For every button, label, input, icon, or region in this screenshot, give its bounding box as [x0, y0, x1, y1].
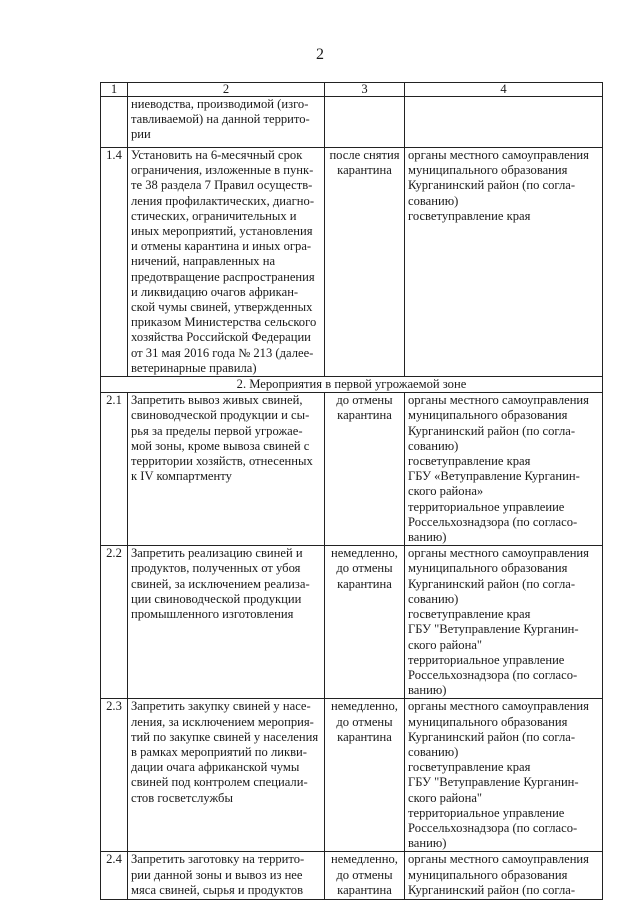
item-measure: Установить на 6-месячный срок ограничения, изложенные в пунк- те 38 раздела 7 Правил осуществ- ления профилактических, диагно- стических, ограничительных и иных мероприятий, установления и отмены карантина и иных огра- ничений, направленных на предотвращение распространения и ликвидацию очагов африкан- ской чумы свиней, утвержденных приказом Министерства сельского хозяйства Российской Федерации от 31 мая 2016 года № 213 (далее- ветеринарные правила)	[128, 148, 325, 377]
item-number: 2.1	[101, 393, 128, 546]
table-row	[101, 148, 603, 377]
item-responsible: органы местного самоуправления муниципального образования Курганинский район (по согла- сованию) госветуправление края ГБУ «Ветуправление Курганин- ского района» территориальное управлеиие Россельхознадзора (по согласо- ванию)	[405, 393, 603, 546]
column-number-4: 4	[405, 83, 603, 97]
section-heading-row	[101, 377, 603, 393]
item-number: 2.2	[101, 546, 128, 699]
table-header-row	[101, 83, 603, 97]
item-measure: Запретить вывоз живых свиней, свиноводческой продукции и сы- рья за пределы первой угрожае- мой зоны, кроме вывоза свиней с территории хозяйств, отнесенных к IV компартменту	[128, 393, 325, 546]
item-deadline	[325, 97, 405, 148]
item-responsible	[405, 97, 603, 148]
item-measure: Запретить реализацию свиней и продуктов, полученных от убоя свиней, за исключением реализа- ции свиноводческой продукции промышленного изготовления	[128, 546, 325, 699]
item-deadline: немедленно, до отмены карантина	[325, 699, 405, 852]
item-measure: Запретить заготовку на террито- рии данной зоны и вывоз из нее мяса свиней, сырья и продуктов	[128, 852, 325, 900]
item-number	[101, 97, 128, 148]
item-responsible: органы местного самоуправления муниципального образования Курганинский район (по согла-	[405, 852, 603, 900]
item-deadline: немедленно, до отмены карантина	[325, 546, 405, 699]
page-number: 2	[316, 46, 324, 63]
item-responsible: органы местного самоуправления муниципального образования Курганинский район (по согла- сованию) госветуправление края ГБУ "Ветуправление Курганин- ского района" территориальное управление Россельхознадзора (по согласо- ванию)	[405, 546, 603, 699]
table-row	[101, 852, 603, 900]
item-number: 1.4	[101, 148, 128, 377]
item-deadline: после снятия карантина	[325, 148, 405, 377]
item-deadline: немедленно, до отмены карантина	[325, 852, 405, 900]
item-deadline: до отмены карантина	[325, 393, 405, 546]
item-measure: ниеводства, производимой (изго- тавливаемой) на данной террито- рии	[128, 97, 325, 148]
column-number-2: 2	[128, 83, 325, 97]
item-responsible: органы местного самоуправления муниципального образования Курганинский район (по согла- сованию) госветуправление края ГБУ "Ветуправление Курганин- ского района" территориальное управление Россельхознадзора (по согласо- ванию)	[405, 699, 603, 852]
item-number: 2.4	[101, 852, 128, 900]
table-row	[101, 97, 603, 148]
column-number-1: 1	[101, 83, 128, 97]
item-number: 2.3	[101, 699, 128, 852]
section-heading: 2. Мероприятия в первой угрожаемой зоне	[101, 377, 603, 393]
item-measure: Запретить закупку свиней у насе- ления, за исключением мероприя- тий по закупке свиней у населения в рамках мероприятий по ликви- дации очага африканской чумы свиней под контролем специали- стов госветслужбы	[128, 699, 325, 852]
table-row	[101, 699, 603, 852]
table-row	[101, 393, 603, 546]
column-number-3: 3	[325, 83, 405, 97]
table-row	[101, 546, 603, 699]
measures-table	[100, 82, 603, 900]
item-responsible: органы местного самоуправления муниципального образования Курганинский район (по согла- сованию) госветуправление края	[405, 148, 603, 377]
